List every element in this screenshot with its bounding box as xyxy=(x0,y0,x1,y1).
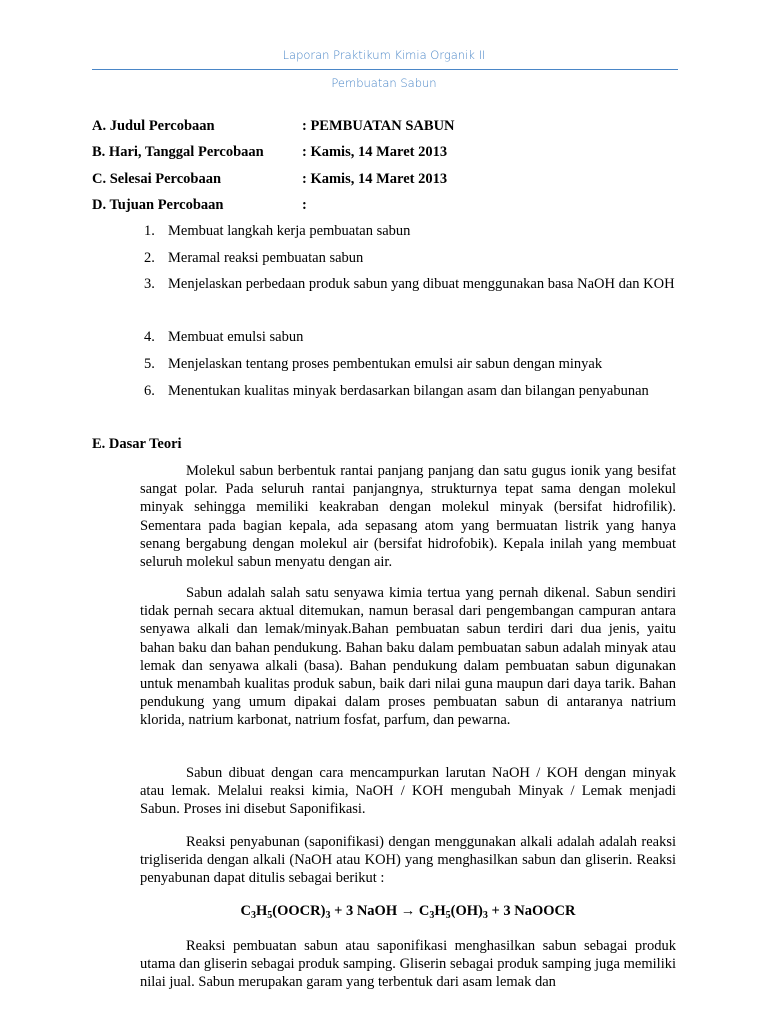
theory-paragraph: Sabun adalah salah satu senyawa kimia tertua yang pernah dikenal. Sabun sendiri tidak pernah secara aktual ditemukan, namun berasal dari pengembangan campuran antara senyawa alkali dan lemak/minyak.Bahan pembuatan sabun terdiri dari dua jenis, yaitu bahan baku dan bahan pendukung. Bahan baku dalam pembuatan sabun adalah minyak atau lemak dan senyawa alkali (basa). Bahan pendukung dalam pembuatan sabun digunakan untuk menambah kualitas produk sabun, baik dari nilai guna maupun dari daya tarik. Bahan pendukung yang umum dipakai dalam proses pembuatan sabun di antaranya natrium klorida, natrium karbonat, natrium fosfat, parfum, dan pewarna. xyxy=(140,585,676,729)
objective-number: 3. xyxy=(144,276,155,292)
info-value: : PEMBUATAN SABUN xyxy=(302,118,455,134)
objective-number: 4. xyxy=(144,329,155,345)
header-subtitle: Pembuatan Sabun xyxy=(331,76,437,90)
theory-paragraph: Sabun dibuat dengan cara mencampurkan larutan NaOH / KOH dengan minyak atau lemak. Melalui reaksi kimia, NaOH / KOH mengubah Minyak / Lemak menjadi Sabun. Proses ini disebut Saponifikasi. xyxy=(140,765,676,818)
objective-text: Meramal reaksi pembuatan sabun xyxy=(168,250,364,266)
info-value: : Kamis, 14 Maret 2013 xyxy=(302,171,448,187)
objective-text: Membuat langkah kerja pembuatan sabun xyxy=(168,223,411,239)
objective-number: 1. xyxy=(144,223,155,239)
section-heading-dasar-teori: E. Dasar Teori xyxy=(92,436,182,452)
info-label: A. Judul Percobaan xyxy=(92,118,215,134)
theory-paragraph: Reaksi penyabunan (saponifikasi) dengan menggunakan alkali adalah adalah reaksi trigliserida dengan alkali (NaOH atau KOH) yang menghasilkan sabun dan gliserin. Reaksi penyabunan dapat ditulis sebagai berikut : xyxy=(140,834,676,887)
objective-text: Membuat emulsi sabun xyxy=(168,329,304,345)
objective-number: 6. xyxy=(144,383,155,399)
header-divider xyxy=(92,69,678,70)
objective-text: Menjelaskan perbedaan produk sabun yang dibuat menggunakan basa NaOH dan KOH xyxy=(168,276,675,292)
info-label: C. Selesai Percobaan xyxy=(92,171,222,187)
saponification-equation: $C_3H_5(OOCR)_3 + 3$ NaOH → $C_3H_5(OH)_3 + 3$ NaOOCR xyxy=(240,903,576,921)
objective-number: 5. xyxy=(144,356,155,372)
theory-paragraph: Molekul sabun berbentuk rantai panjang panjang dan satu gugus ionik yang besifat sangat polar. Pada seluruh rantai panjangnya, strukturnya tepat sama dengan molekul minyak sehingga memiliki keakraban dengan molekul minyak (bersifat hidrofilik). Sementara pada bagian kepala, ada sepasang atom yang bermuatan listrik yang hanya senang bergabung dengan molekul air (bersifat hidrofobik). Kepala inilah yang membuat seluruh molekul sabun menyatu dengan air. xyxy=(140,463,676,571)
info-value: : xyxy=(302,197,307,213)
info-value: : Kamis, 14 Maret 2013 xyxy=(302,144,448,160)
info-label: D. Tujuan Percobaan xyxy=(92,197,224,213)
objective-number: 2. xyxy=(144,250,155,266)
theory-paragraph: Reaksi pembuatan sabun atau saponifikasi menghasilkan sabun sebagai produk utama dan gliserin sebagai produk samping. Gliserin sebagai produk samping juga memiliki nilai jual. Sabun merupakan garam yang terbentuk dari asam lemak dan xyxy=(140,938,676,991)
objective-text: Menentukan kualitas minyak berdasarkan bilangan asam dan bilangan penyabunan xyxy=(168,383,649,399)
info-label: B. Hari, Tanggal Percobaan xyxy=(92,144,264,160)
header-title: Laporan Praktikum Kimia Organik II xyxy=(282,48,486,62)
objective-text: Menjelaskan tentang proses pembentukan emulsi air sabun dengan minyak xyxy=(168,356,603,372)
